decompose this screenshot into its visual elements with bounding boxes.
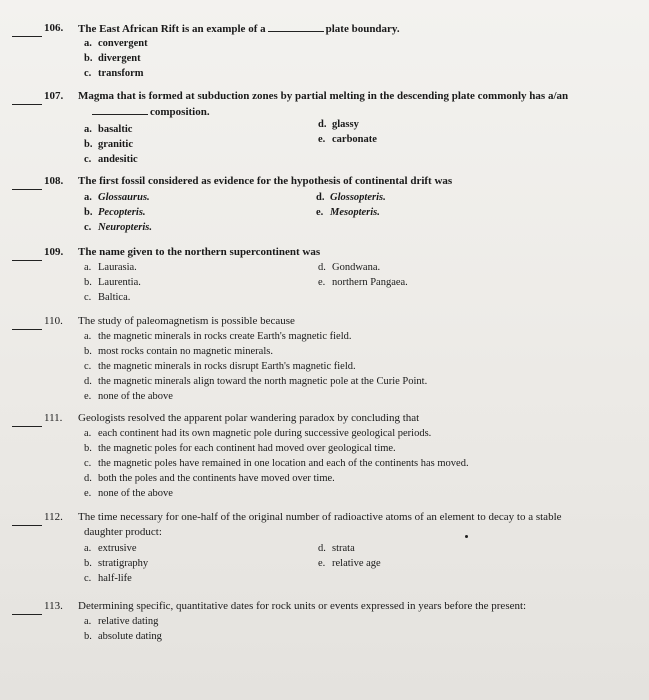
question-stem-line-1: Magma that is formed at subduction zones by partial melting in the descending plate commonly has a/an	[78, 90, 569, 102]
question-stem: The first fossil considered as evidence for the hypothesis of continental drift was	[78, 175, 453, 187]
answer-blank[interactable]	[12, 104, 42, 105]
option-b: b. divergent	[84, 53, 141, 64]
option-c: c. the magnetic poles have remained in one location and each of the continents has moved.	[84, 458, 469, 469]
option-c: c. andesitic	[84, 154, 138, 165]
option-a: a. the magnetic minerals in rocks create Earth's magnetic field.	[84, 331, 352, 342]
option-a: a. extrusive	[84, 543, 137, 554]
option-e: e. none of the above	[84, 391, 173, 402]
question-stem-line-2	[90, 105, 210, 118]
question-stem: The study of paleomagnetism is possible because	[78, 315, 295, 327]
answer-blank[interactable]	[12, 36, 42, 37]
option-d: d. the magnetic minerals align toward the north magnetic pole at the Curie Point.	[84, 376, 428, 387]
option-e: e. none of the above	[84, 488, 173, 499]
option-e: e. carbonate	[318, 134, 377, 145]
answer-blank[interactable]	[12, 614, 42, 615]
answer-blank[interactable]	[12, 260, 42, 261]
option-a: a. basaltic	[84, 124, 133, 135]
question-stem: The name given to the northern supercontinent was	[78, 246, 321, 258]
question-number: 107.	[44, 90, 64, 102]
option-c: c. half-life	[84, 573, 132, 584]
question-stem-line-1: The time necessary for one-half of the original number of radioactive atoms of an element to decay to a stable	[78, 511, 562, 523]
option-c: c. transform	[84, 68, 144, 79]
stray-mark	[465, 535, 468, 538]
option-d: d. glassy	[318, 119, 359, 130]
question-number: 109.	[44, 246, 64, 258]
option-d: d. strata	[318, 543, 355, 554]
option-d: d. Glossopteris.	[316, 192, 386, 203]
answer-blank[interactable]	[12, 189, 42, 190]
question-number: 106.	[44, 22, 64, 34]
fill-in-blank	[268, 22, 324, 32]
option-b: b. Pecopteris.	[84, 207, 146, 218]
option-a: a. Laurasia.	[84, 262, 137, 273]
answer-blank[interactable]	[12, 329, 42, 330]
option-a: a. convergent	[84, 38, 148, 49]
option-c: c. the magnetic minerals in rocks disrupt Earth's magnetic field.	[84, 361, 356, 372]
option-b: b. Laurentia.	[84, 277, 141, 288]
option-e: e. Mesopteris.	[316, 207, 380, 218]
option-e: e. northern Pangaea.	[318, 277, 408, 288]
option-b: b. granitic	[84, 139, 133, 150]
answer-blank[interactable]	[12, 525, 42, 526]
question-stem: Geologists resolved the apparent polar wandering paradox by concluding that	[78, 412, 420, 424]
option-d: d. Gondwana.	[318, 262, 381, 273]
question-number: 112.	[44, 511, 63, 523]
answer-blank[interactable]	[12, 426, 42, 427]
option-b: b. most rocks contain no magnetic minerals.	[84, 346, 273, 357]
stem-part-2: plate boundary.	[325, 23, 400, 35]
question-number: 110.	[44, 315, 63, 327]
stem-line-2-text: composition.	[150, 106, 210, 118]
option-d: d. both the poles and the continents have moved over time.	[84, 473, 335, 484]
question-stem-line-2: daughter product:	[84, 526, 162, 538]
option-b: b. absolute dating	[84, 631, 162, 642]
option-a: a. relative dating	[84, 616, 159, 627]
option-b: b. stratigraphy	[84, 558, 149, 569]
option-a: a. Glossaurus.	[84, 192, 150, 203]
fill-in-blank	[92, 105, 148, 115]
stem-part-1: The East African Rift is an example of a	[78, 23, 266, 35]
option-a: a. each continent had its own magnetic pole during successive geological periods.	[84, 428, 432, 439]
option-c: c. Baltica.	[84, 292, 131, 303]
option-c: c. Neuropteris.	[84, 222, 152, 233]
option-e: e. relative age	[318, 558, 381, 569]
option-b: b. the magnetic poles for each continent had moved over geological time.	[84, 443, 396, 454]
question-number: 113.	[44, 600, 63, 612]
question-stem	[78, 22, 400, 35]
question-number: 108.	[44, 175, 64, 187]
question-number: 111.	[44, 412, 63, 424]
question-stem: Determining specific, quantitative dates for rock units or events expressed in years before the present:	[78, 600, 527, 612]
